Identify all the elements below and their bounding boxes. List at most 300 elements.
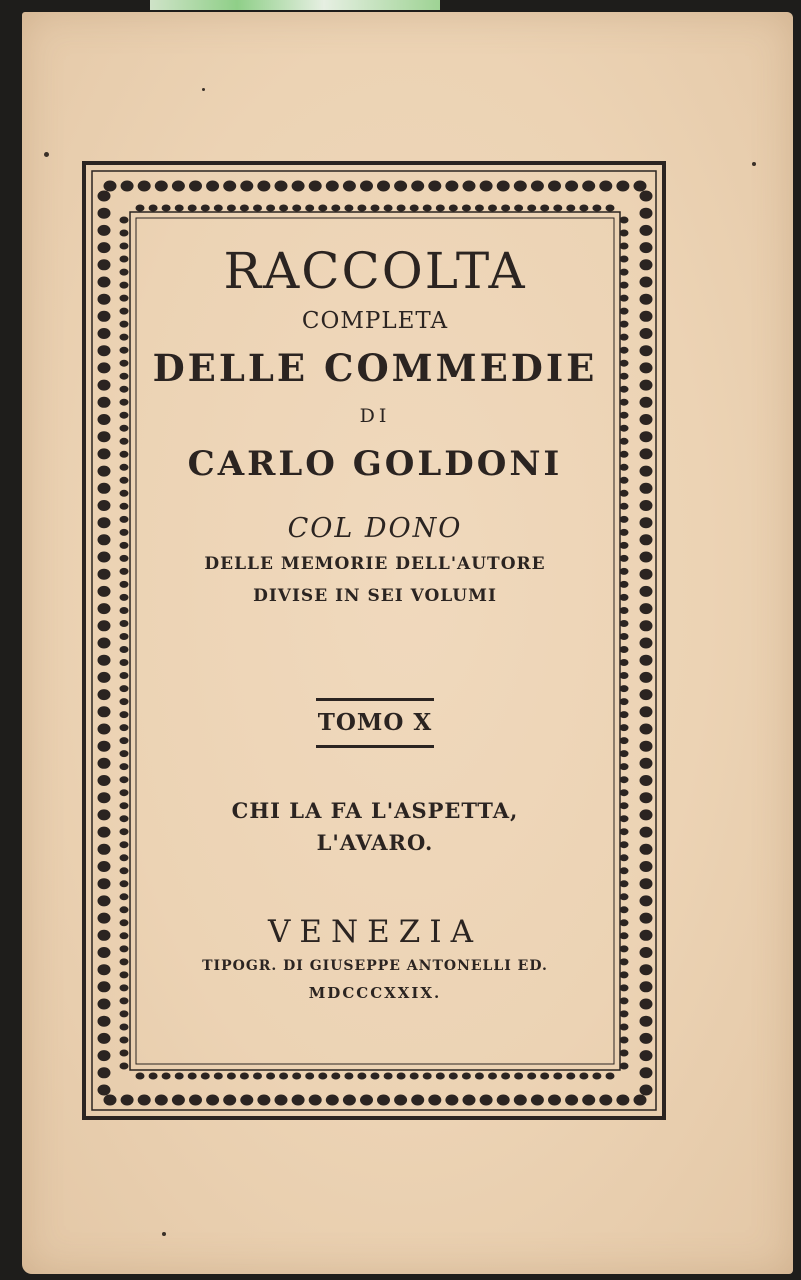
inner-bead bbox=[120, 256, 129, 263]
outer-bead bbox=[98, 878, 111, 889]
inner-bead bbox=[292, 205, 301, 212]
inner-bead bbox=[120, 412, 129, 419]
outer-bead bbox=[640, 380, 653, 391]
outer-bead bbox=[309, 181, 322, 192]
inner-bead bbox=[120, 269, 129, 276]
outer-bead bbox=[121, 181, 134, 192]
inner-bead bbox=[120, 1037, 129, 1044]
outer-bead bbox=[640, 758, 653, 769]
outer-bead bbox=[98, 724, 111, 735]
outer-bead bbox=[189, 1095, 202, 1106]
outer-bead bbox=[377, 1095, 390, 1106]
outer-bead bbox=[98, 861, 111, 872]
inner-bead bbox=[120, 607, 129, 614]
outer-bead bbox=[640, 964, 653, 975]
inner-bead bbox=[120, 906, 129, 913]
inner-bead bbox=[620, 360, 629, 367]
inner-bead bbox=[423, 1073, 432, 1080]
inner-bead bbox=[188, 1073, 197, 1080]
inner-bead bbox=[266, 1073, 275, 1080]
outer-bead bbox=[240, 1095, 253, 1106]
outer-bead bbox=[275, 1095, 288, 1106]
inner-bead bbox=[620, 282, 629, 289]
inner-bead bbox=[620, 425, 629, 432]
outer-bead bbox=[640, 552, 653, 563]
inner-bead bbox=[514, 205, 523, 212]
inner-bead bbox=[120, 425, 129, 432]
outer-bead bbox=[548, 181, 561, 192]
addition-line: COL DONO bbox=[287, 513, 463, 544]
inner-bead bbox=[120, 776, 129, 783]
inner-bead bbox=[279, 1073, 288, 1080]
inner-bead bbox=[136, 205, 145, 212]
outer-bead bbox=[98, 328, 111, 339]
outer-bead bbox=[172, 1095, 185, 1106]
inner-bead bbox=[120, 997, 129, 1004]
inner-bead bbox=[331, 1073, 340, 1080]
outer-bead bbox=[640, 741, 653, 752]
inner-bead bbox=[120, 672, 129, 679]
outer-bead bbox=[480, 181, 493, 192]
outer-bead bbox=[640, 1050, 653, 1061]
outer-bead bbox=[155, 181, 168, 192]
inner-bead bbox=[620, 659, 629, 666]
book-title: RACCOLTA bbox=[223, 242, 527, 300]
outer-bead bbox=[634, 181, 647, 192]
inner-bead bbox=[620, 451, 629, 458]
inner-bead bbox=[620, 269, 629, 276]
outer-bead bbox=[640, 191, 653, 202]
inner-bead bbox=[620, 490, 629, 497]
outer-bead bbox=[257, 1095, 270, 1106]
outer-bead bbox=[98, 981, 111, 992]
inner-bead bbox=[120, 399, 129, 406]
inner-bead bbox=[120, 815, 129, 822]
inner-bead bbox=[188, 205, 197, 212]
outer-bead bbox=[98, 414, 111, 425]
outer-bead bbox=[377, 181, 390, 192]
inner-bead bbox=[227, 1073, 236, 1080]
outer-bead bbox=[640, 311, 653, 322]
inner-bead bbox=[553, 1073, 562, 1080]
outer-bead bbox=[223, 181, 236, 192]
inner-bead bbox=[120, 529, 129, 536]
inner-bead bbox=[620, 672, 629, 679]
outer-bead bbox=[640, 534, 653, 545]
inner-bead bbox=[527, 205, 536, 212]
inner-bead bbox=[620, 711, 629, 718]
inner-bead bbox=[214, 1073, 223, 1080]
inner-bead bbox=[620, 802, 629, 809]
inner-bead bbox=[566, 1073, 575, 1080]
inner-bead bbox=[201, 1073, 210, 1080]
outer-bead bbox=[599, 181, 612, 192]
outer-bead bbox=[640, 345, 653, 356]
inner-bead bbox=[620, 607, 629, 614]
outer-bead bbox=[98, 483, 111, 494]
inner-bead bbox=[201, 205, 210, 212]
inner-bead bbox=[120, 503, 129, 510]
outer-bead bbox=[565, 181, 578, 192]
inner-bead bbox=[606, 1073, 615, 1080]
inner-bead bbox=[475, 1073, 484, 1080]
outer-bead bbox=[360, 181, 373, 192]
outer-bead bbox=[189, 181, 202, 192]
inner-bead bbox=[120, 867, 129, 874]
outer-bead bbox=[98, 242, 111, 253]
inner-bead bbox=[449, 1073, 458, 1080]
outer-bead bbox=[582, 181, 595, 192]
imprint-printer: TIPOGR. DI GIUSEPPE ANTONELLI ED. bbox=[202, 958, 548, 974]
outer-bead bbox=[640, 1085, 653, 1096]
inner-bead bbox=[620, 685, 629, 692]
outer-bead bbox=[640, 1016, 653, 1027]
inner-bead bbox=[162, 205, 171, 212]
work-title: DELLE COMMEDIE bbox=[152, 346, 598, 390]
inner-bead bbox=[620, 854, 629, 861]
inner-bead bbox=[436, 1073, 445, 1080]
inner-bead bbox=[120, 516, 129, 523]
volume-number: TOMO X bbox=[317, 709, 433, 736]
inner-bead bbox=[449, 205, 458, 212]
inner-bead bbox=[120, 243, 129, 250]
book-subtitle: COMPLETA bbox=[301, 308, 449, 334]
inner-bead bbox=[620, 347, 629, 354]
inner-bead bbox=[566, 205, 575, 212]
inner-bead bbox=[620, 256, 629, 263]
outer-bead bbox=[640, 844, 653, 855]
outer-bead bbox=[640, 620, 653, 631]
inner-bead bbox=[620, 984, 629, 991]
inner-bead bbox=[397, 205, 406, 212]
inner-bead bbox=[462, 205, 471, 212]
inner-bead bbox=[227, 205, 236, 212]
inner-bead bbox=[620, 555, 629, 562]
outer-bead bbox=[223, 1095, 236, 1106]
inner-bead bbox=[120, 984, 129, 991]
outer-bead bbox=[514, 1095, 527, 1106]
inner-bead bbox=[620, 412, 629, 419]
inner-bead bbox=[120, 334, 129, 341]
inner-bead bbox=[305, 205, 314, 212]
inner-bead bbox=[620, 386, 629, 393]
outer-bead bbox=[640, 792, 653, 803]
inner-bead bbox=[620, 893, 629, 900]
inner-bead bbox=[620, 295, 629, 302]
outer-bead bbox=[172, 181, 185, 192]
outer-bead bbox=[98, 225, 111, 236]
outer-bead bbox=[98, 534, 111, 545]
inner-bead bbox=[253, 1073, 262, 1080]
inner-bead bbox=[620, 308, 629, 315]
outer-bead bbox=[640, 259, 653, 270]
outer-bead bbox=[531, 1095, 544, 1106]
inner-bead bbox=[279, 205, 288, 212]
inner-bead bbox=[318, 1073, 327, 1080]
inner-bead bbox=[136, 1073, 145, 1080]
outer-bead bbox=[98, 1050, 111, 1061]
outer-bead bbox=[497, 181, 510, 192]
inner-bead bbox=[620, 321, 629, 328]
outer-bead bbox=[640, 569, 653, 580]
outer-bead bbox=[98, 603, 111, 614]
inner-bead bbox=[344, 1073, 353, 1080]
outer-bead bbox=[98, 930, 111, 941]
outer-bead bbox=[98, 586, 111, 597]
outer-bead bbox=[326, 1095, 339, 1106]
outer-bead bbox=[240, 181, 253, 192]
inner-bead bbox=[120, 217, 129, 224]
inner-bead bbox=[620, 958, 629, 965]
inner-bead bbox=[120, 841, 129, 848]
inner-bead bbox=[620, 581, 629, 588]
outer-bead bbox=[98, 259, 111, 270]
inner-bead bbox=[620, 997, 629, 1004]
outer-bead bbox=[640, 861, 653, 872]
inner-bead bbox=[120, 347, 129, 354]
inner-bead bbox=[120, 477, 129, 484]
inner-bead bbox=[620, 1037, 629, 1044]
inner-bead bbox=[120, 763, 129, 770]
inner-bead bbox=[120, 542, 129, 549]
imprint-year: MDCCCXXIX. bbox=[308, 984, 442, 1002]
inner-bead bbox=[120, 737, 129, 744]
inner-bead bbox=[620, 698, 629, 705]
outer-bead bbox=[640, 448, 653, 459]
inner-bead bbox=[371, 1073, 380, 1080]
inner-bead bbox=[462, 1073, 471, 1080]
outer-bead bbox=[640, 603, 653, 614]
outer-bead bbox=[640, 655, 653, 666]
inner-bead bbox=[120, 685, 129, 692]
inner-bead bbox=[120, 295, 129, 302]
outer-bead bbox=[98, 706, 111, 717]
inner-bead bbox=[120, 854, 129, 861]
inner-bead bbox=[120, 438, 129, 445]
outer-bead bbox=[640, 895, 653, 906]
imprint-city: VENEZIA bbox=[268, 914, 482, 950]
outer-bead bbox=[640, 397, 653, 408]
inner-bead bbox=[620, 919, 629, 926]
outer-bead bbox=[98, 964, 111, 975]
outer-bead bbox=[428, 181, 441, 192]
inner-bead bbox=[620, 477, 629, 484]
inner-bead bbox=[397, 1073, 406, 1080]
inner-bead bbox=[120, 945, 129, 952]
inner-bead bbox=[120, 321, 129, 328]
outer-bead bbox=[98, 844, 111, 855]
outer-bead bbox=[445, 1095, 458, 1106]
outer-bead bbox=[98, 397, 111, 408]
outer-bead bbox=[98, 208, 111, 219]
outer-bead bbox=[98, 1085, 111, 1096]
inner-bead bbox=[501, 1073, 510, 1080]
inner-bead bbox=[120, 1024, 129, 1031]
outer-bead bbox=[428, 1095, 441, 1106]
outer-bead bbox=[497, 1095, 510, 1106]
inner-bead bbox=[240, 205, 249, 212]
inner-bead bbox=[620, 217, 629, 224]
outer-bead bbox=[98, 741, 111, 752]
outer-bead bbox=[98, 311, 111, 322]
inner-bead bbox=[318, 205, 327, 212]
outer-bead bbox=[394, 1095, 407, 1106]
outer-bead bbox=[98, 775, 111, 786]
inner-bead bbox=[120, 802, 129, 809]
outer-bead bbox=[98, 380, 111, 391]
inner-bead bbox=[357, 1073, 366, 1080]
inner-bead bbox=[253, 205, 262, 212]
outer-bead bbox=[98, 809, 111, 820]
outer-bead bbox=[463, 181, 476, 192]
outer-bead bbox=[616, 1095, 629, 1106]
inner-bead bbox=[120, 698, 129, 705]
volume-box bbox=[316, 698, 434, 748]
outer-bead bbox=[640, 827, 653, 838]
inner-bead bbox=[501, 205, 510, 212]
inner-bead bbox=[120, 1010, 129, 1017]
inner-bead bbox=[620, 620, 629, 627]
outer-bead bbox=[98, 1016, 111, 1027]
inner-bead bbox=[620, 334, 629, 341]
inner-bead bbox=[423, 205, 432, 212]
outer-bead bbox=[138, 1095, 151, 1106]
outer-bead bbox=[98, 569, 111, 580]
inner-bead bbox=[620, 750, 629, 757]
inner-bead bbox=[120, 971, 129, 978]
outer-bead bbox=[640, 999, 653, 1010]
outer-bead bbox=[326, 181, 339, 192]
inner-bead bbox=[331, 205, 340, 212]
outer-bead bbox=[640, 1033, 653, 1044]
outer-bead bbox=[98, 500, 111, 511]
inner-bead bbox=[620, 1010, 629, 1017]
plays-line-2: L'AVARO. bbox=[316, 830, 434, 855]
outer-bead bbox=[104, 1095, 117, 1106]
inner-bead bbox=[120, 451, 129, 458]
outer-bead bbox=[634, 1095, 647, 1106]
outer-bead bbox=[599, 1095, 612, 1106]
inner-bead bbox=[120, 919, 129, 926]
inner-bead bbox=[527, 1073, 536, 1080]
inner-bead bbox=[120, 282, 129, 289]
inner-bead bbox=[175, 205, 184, 212]
inner-bead bbox=[120, 646, 129, 653]
outer-bead bbox=[98, 638, 111, 649]
outer-bead bbox=[98, 345, 111, 356]
inner-bead bbox=[120, 828, 129, 835]
inner-bead bbox=[540, 205, 549, 212]
outer-bead bbox=[275, 181, 288, 192]
outer-bead bbox=[640, 586, 653, 597]
outer-bead bbox=[640, 500, 653, 511]
inner-bead bbox=[620, 594, 629, 601]
inner-bead bbox=[120, 711, 129, 718]
inner-bead bbox=[620, 464, 629, 471]
outer-bead bbox=[98, 1067, 111, 1078]
inner-bead bbox=[120, 230, 129, 237]
inner-bead bbox=[620, 906, 629, 913]
inner-bead bbox=[120, 750, 129, 757]
outer-bead bbox=[640, 225, 653, 236]
outer-bead bbox=[98, 294, 111, 305]
outer-bead bbox=[98, 431, 111, 442]
outer-bead bbox=[98, 999, 111, 1010]
inner-bead bbox=[620, 971, 629, 978]
inner-bead bbox=[620, 516, 629, 523]
inner-bead bbox=[149, 1073, 158, 1080]
inner-bead bbox=[592, 205, 601, 212]
inner-bead bbox=[620, 529, 629, 536]
inner-bead bbox=[120, 581, 129, 588]
inner-bead bbox=[436, 205, 445, 212]
inner-bead bbox=[384, 1073, 393, 1080]
outer-bead bbox=[640, 947, 653, 958]
inner-bead bbox=[384, 205, 393, 212]
inner-bead bbox=[120, 464, 129, 471]
outer-bead bbox=[206, 181, 219, 192]
outer-bead bbox=[98, 895, 111, 906]
inner-bead bbox=[120, 893, 129, 900]
outer-bead bbox=[98, 655, 111, 666]
outer-bead bbox=[98, 758, 111, 769]
inner-bead bbox=[620, 841, 629, 848]
outer-bead bbox=[257, 181, 270, 192]
inner-bead bbox=[120, 932, 129, 939]
inner-bead bbox=[120, 880, 129, 887]
inner-bead bbox=[120, 633, 129, 640]
inner-bead bbox=[120, 789, 129, 796]
inner-bead bbox=[120, 724, 129, 731]
title-page bbox=[140, 240, 610, 1004]
inner-bead bbox=[620, 867, 629, 874]
inner-bead bbox=[475, 205, 484, 212]
inner-bead bbox=[620, 503, 629, 510]
inner-bead bbox=[606, 205, 615, 212]
inner-bead bbox=[344, 205, 353, 212]
inner-bead bbox=[175, 1073, 184, 1080]
volumes-note: DIVISE IN SEI VOLUMI bbox=[253, 586, 497, 606]
outer-bead bbox=[514, 181, 527, 192]
outer-bead bbox=[640, 981, 653, 992]
outer-bead bbox=[98, 1033, 111, 1044]
inner-bead bbox=[120, 308, 129, 315]
outer-bead bbox=[640, 724, 653, 735]
outer-bead bbox=[640, 689, 653, 700]
divider-rule bbox=[316, 745, 434, 748]
outer-bead bbox=[121, 1095, 134, 1106]
author-name: CARLO GOLDONI bbox=[187, 444, 563, 484]
inner-bead bbox=[120, 659, 129, 666]
outer-bead bbox=[582, 1095, 595, 1106]
outer-bead bbox=[98, 191, 111, 202]
outer-bead bbox=[640, 809, 653, 820]
outer-bead bbox=[98, 362, 111, 373]
outer-bead bbox=[104, 181, 117, 192]
outer-bead bbox=[640, 431, 653, 442]
inner-bead bbox=[620, 1050, 629, 1057]
inner-bead bbox=[292, 1073, 301, 1080]
memoirs-line: DELLE MEMORIE DELL'AUTORE bbox=[204, 554, 546, 574]
outer-bead bbox=[98, 792, 111, 803]
outer-bead bbox=[411, 181, 424, 192]
outer-bead bbox=[98, 552, 111, 563]
outer-bead bbox=[98, 672, 111, 683]
inner-bead bbox=[620, 438, 629, 445]
outer-bead bbox=[640, 517, 653, 528]
outer-bead bbox=[640, 277, 653, 288]
outer-bead bbox=[640, 414, 653, 425]
